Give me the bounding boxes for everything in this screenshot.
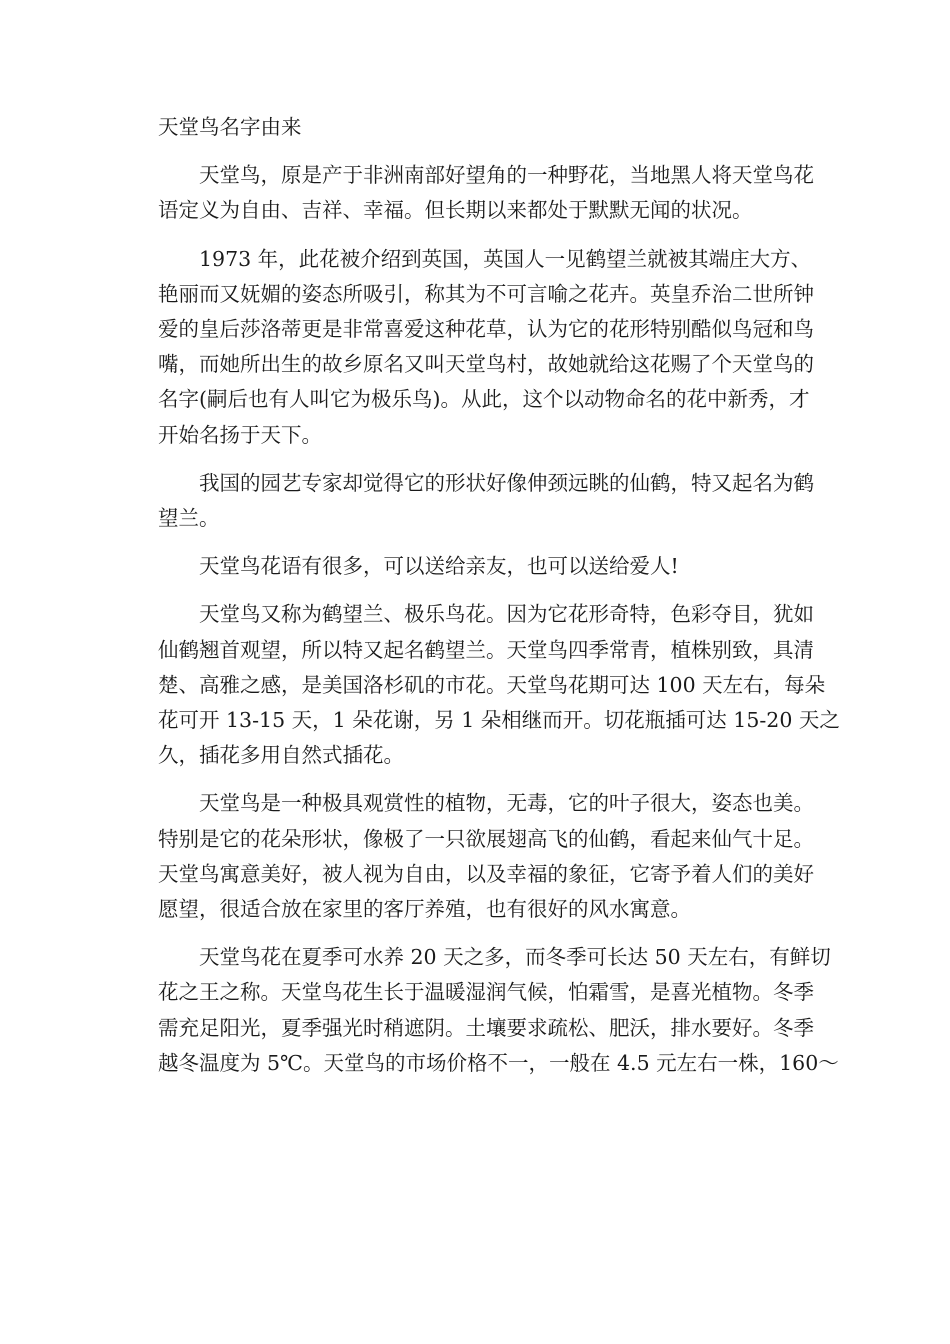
text-line: 天堂鸟花在夏季可水养 20 天之多，而冬季可长达 50 天左右，有鲜切 bbox=[199, 945, 831, 970]
text-line: 名字(嗣后也有人叫它为极乐鸟)。从此，这个以动物命名的花中新秀，才 bbox=[158, 387, 810, 412]
text-line: 天堂鸟花语有很多，可以送给亲友，也可以送给爱人! bbox=[199, 554, 679, 579]
text-line: 爱的皇后莎洛蒂更是非常喜爱这种花草，认为它的花形特别酷似鸟冠和鸟 bbox=[158, 317, 814, 342]
text-line: 愿望，很适合放在家里的客厅养殖，也有很好的风水寓意。 bbox=[158, 897, 691, 922]
paragraph-history bbox=[117, 242, 832, 453]
text-line: 天堂鸟寓意美好，被人视为自由，以及幸福的象征，它寄予着人们的美好 bbox=[158, 861, 814, 886]
text-line: 我国的园艺专家却觉得它的形状好像伸颈远眺的仙鹤，特又起名为鹤 bbox=[199, 470, 814, 495]
paragraph-origin bbox=[117, 158, 832, 228]
text-line: 天堂鸟又称为鹤望兰、极乐鸟花。因为它花形奇特，色彩夺目，犹如 bbox=[199, 602, 814, 627]
text-line: 开始名扬于天下。 bbox=[158, 422, 322, 447]
text-line: 望兰。 bbox=[158, 506, 220, 531]
document-body bbox=[117, 110, 840, 1094]
text-line: 久，插花多用自然式插花。 bbox=[158, 743, 404, 768]
text-line: 嘴，而她所出生的故乡原名又叫天堂鸟村，故她就给这花赐了个天堂鸟的 bbox=[158, 352, 814, 377]
text-line: 艳丽而又妩媚的姿态所吸引，称其为不可言喻之花卉。英皇乔治二世所钟 bbox=[158, 281, 814, 306]
document-title: 天堂鸟名字由来 bbox=[158, 115, 302, 139]
text-line: 天堂鸟，原是产于非洲南部好望角的一种野花，当地黑人将天堂鸟花 bbox=[199, 163, 814, 188]
text-line: 楚、高雅之感，是美国洛杉矶的市花。天堂鸟花期可达 100 天左右，每朵 bbox=[158, 672, 826, 697]
text-line: 需充足阳光，夏季强光时稍遮阴。土壤要求疏松、肥沃，排水要好。冬季 bbox=[158, 1015, 814, 1040]
paragraph-flower-language bbox=[117, 549, 832, 584]
text-line: 花之王之称。天堂鸟花生长于温暖湿润气候，怕霜雪，是喜光植物。冬季 bbox=[158, 980, 814, 1005]
text-line: 花可开 13-15 天，1 朵花谢，另 1 朵相继而开。切花瓶插可达 15-20 天之 bbox=[158, 708, 840, 733]
paragraph-care bbox=[117, 940, 839, 1081]
text-line: 天堂鸟是一种极具观赏性的植物，无毒，它的叶子很大，姿态也美。 bbox=[199, 791, 814, 816]
paragraph-ornamental bbox=[117, 786, 832, 927]
text-line: 仙鹤翘首观望，所以特又起名鹤望兰。天堂鸟四季常青，植株别致，具清 bbox=[158, 637, 814, 662]
text-line: 特别是它的花朵形状，像极了一只欲展翅高飞的仙鹤，看起来仙气十足。 bbox=[158, 826, 814, 851]
text-line: 越冬温度为 5℃。天堂鸟的市场价格不一，一般在 4.5 元左右一株，160～ bbox=[158, 1050, 839, 1075]
paragraph-description bbox=[117, 597, 840, 773]
paragraph-chinese-name bbox=[117, 466, 832, 536]
text-line: 1973 年，此花被介绍到英国，英国人一见鹤望兰就被其端庄大方、 bbox=[199, 246, 812, 271]
text-line: 语定义为自由、吉祥、幸福。但长期以来都处于默默无闻的状况。 bbox=[158, 198, 753, 223]
